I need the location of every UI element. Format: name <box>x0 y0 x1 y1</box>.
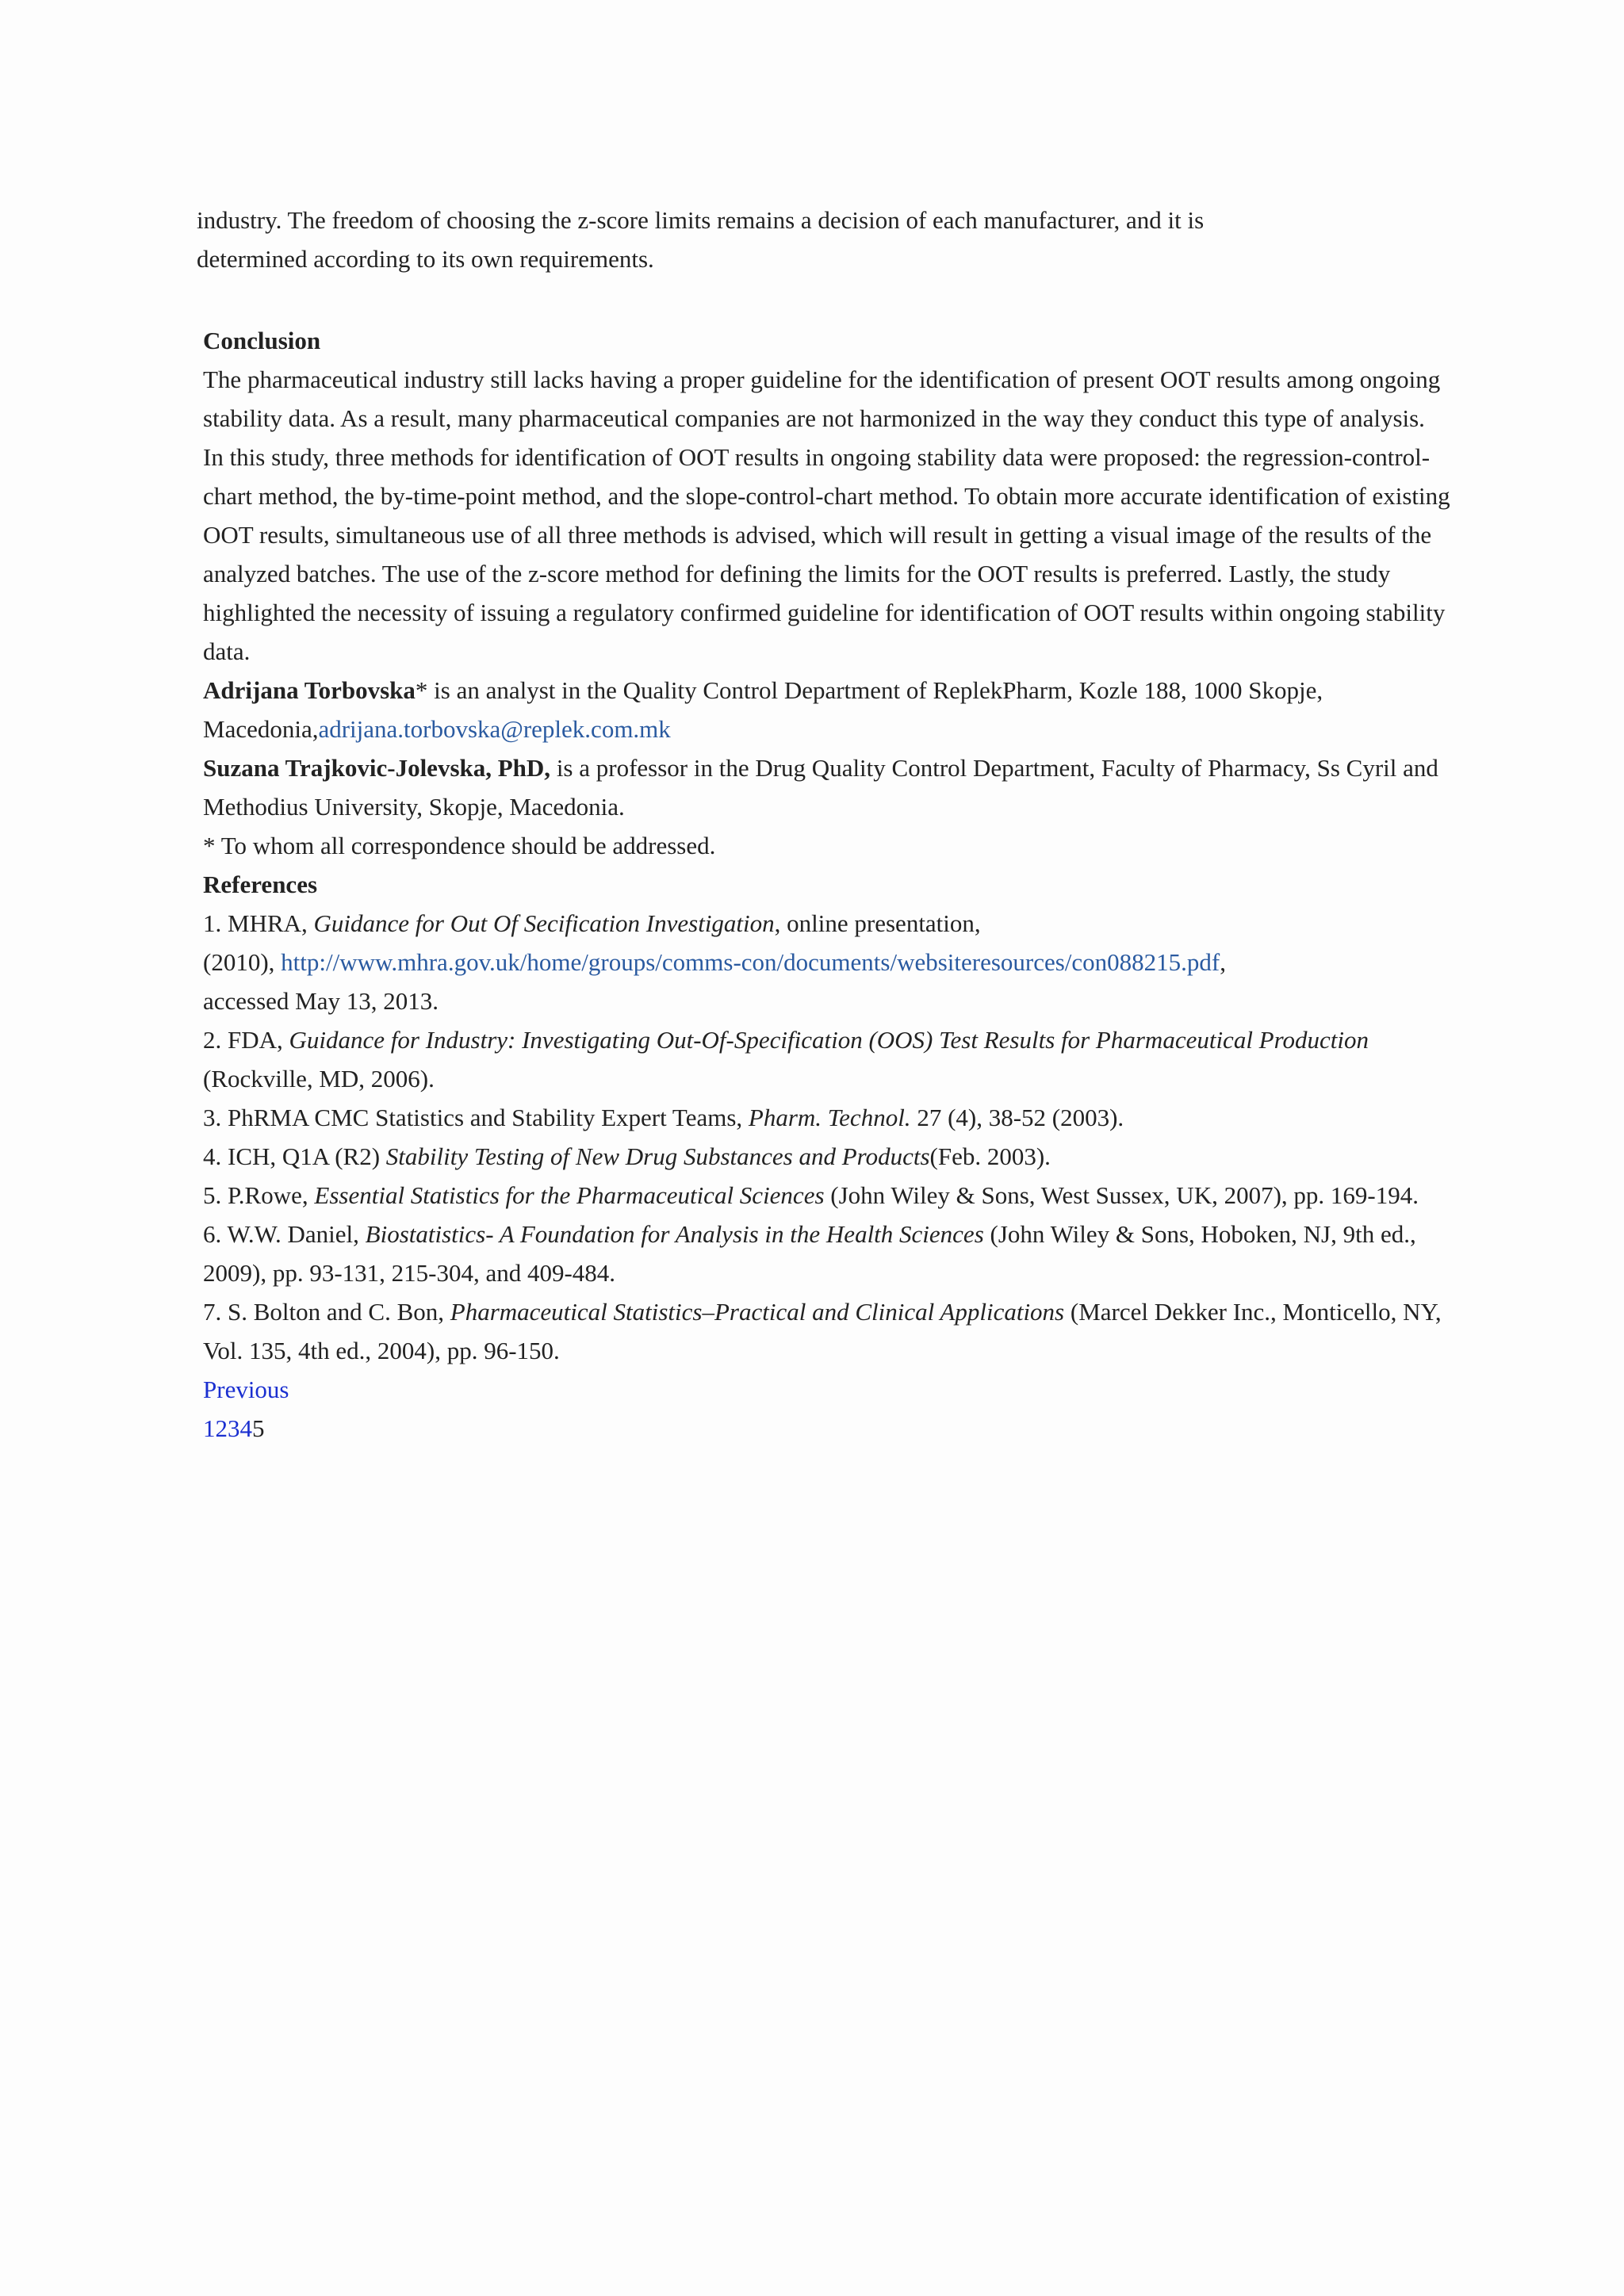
article-body <box>203 321 1456 1448</box>
reference-4-prefix: 4. ICH, Q1A (R2) <box>203 1142 386 1170</box>
reference-4-suffix: (Feb. 2003). <box>929 1142 1051 1170</box>
pagination <box>203 1409 1456 1448</box>
reference-2 <box>203 1020 1456 1098</box>
reference-1-title: Guidance for Out Of Secification Investigation <box>313 909 775 937</box>
reference-1 <box>203 904 1456 943</box>
references-heading: References <box>203 871 318 898</box>
reference-6-suffix: (John Wiley & Sons, Hoboken, NJ, 9th ed., 2009), pp. 93-131, 215-304, and 409-484. <box>203 1220 1416 1287</box>
reference-3-suffix: 27 (4), 38-52 (2003). <box>910 1104 1124 1131</box>
reference-4 <box>203 1137 1456 1176</box>
reference-5-suffix: (John Wiley & Sons, West Sussex, UK, 2007), pp. 169-194. <box>824 1181 1419 1209</box>
reference-1-url-link[interactable]: http://www.mhra.gov.uk/home/groups/comms-con/documents/websiteresources/con088215.pdf <box>281 948 1220 976</box>
page-link-3[interactable]: 3 <box>228 1414 240 1442</box>
page-link-2[interactable]: 2 <box>215 1414 228 1442</box>
author-1-text: is an analyst in the Quality Control Department of ReplekPharm, Kozle 188, 1000 Skopje, Macedonia, <box>203 676 1323 743</box>
author-1-name: Adrijana Torbovska <box>203 676 416 704</box>
previous-page-link[interactable]: Previous <box>203 1376 289 1403</box>
current-page-5: 5 <box>252 1414 265 1442</box>
reference-6-title: Biostatistics- A Foundation for Analysis in the Health Sciences <box>365 1220 984 1248</box>
reference-7-title: Pharmaceutical Statistics–Practical and Clinical Applications <box>450 1298 1065 1326</box>
intro-line-1: industry. The freedom of choosing the z-score limits remains a decision of each manufacturer, and it is <box>197 206 1205 234</box>
reference-3 <box>203 1098 1456 1137</box>
pagination-previous-row <box>203 1370 1456 1409</box>
reference-7-prefix: 7. S. Bolton and C. Bon, <box>203 1298 450 1326</box>
reference-3-title: Pharm. Technol. <box>748 1104 911 1131</box>
author-2-bio <box>203 748 1456 826</box>
reference-5-title: Essential Statistics for the Pharmaceutical Sciences <box>314 1181 825 1209</box>
correspondence-footnote: * To whom all correspondence should be addressed. <box>203 832 716 859</box>
author-1-bio <box>203 671 1456 748</box>
reference-5-prefix: 5. P.Rowe, <box>203 1181 315 1209</box>
conclusion-paragraph-2: In this study, three methods for identification of OOT results in ongoing stability data were proposed: the regression-control-chart method, the by-time-point method, and the slope-control-chart method. To obtain more accurate identification of existing OOT results, simultaneous use of all three methods is advised, which will result in getting a visual image of the results of the analyzed batches. The use of the z-score method for defining the limits for the OOT results is preferred. Lastly, the study highlighted the necessity of issuing a regulatory confirmed guideline for identification of OOT results within ongoing stability data. <box>203 443 1450 665</box>
page-link-1[interactable]: 1 <box>203 1414 216 1442</box>
reference-6-prefix: 6. W.W. Daniel, <box>203 1220 366 1248</box>
reference-1-year: (2010), <box>203 948 282 976</box>
reference-1-accessed: accessed May 13, 2013. <box>203 987 439 1015</box>
conclusion-paragraph-1: The pharmaceutical industry still lacks having a proper guideline for the identification of present OOT results among ongoing stability data. As a result, many pharmaceutical companies are not harmonized in the way they conduct this type of analysis. <box>203 365 1441 432</box>
reference-3-prefix: 3. PhRMA CMC Statistics and Stability Expert Teams, <box>203 1104 749 1131</box>
reference-1-url-line <box>203 943 1456 982</box>
author-2-name: Suzana Trajkovic-Jolevska, PhD, <box>203 754 551 782</box>
page-link-4[interactable]: 4 <box>239 1414 252 1442</box>
author-2-text: is a professor in the Drug Quality Control Department, Faculty of Pharmacy, Ss Cyril and Methodius University, Skopje, Macedonia. <box>203 754 1438 821</box>
reference-6 <box>203 1215 1456 1292</box>
reference-1-prefix: 1. MHRA, <box>203 909 314 937</box>
intro-line-2: determined according to its own requirements. <box>197 245 654 273</box>
author-1-email-link[interactable]: adrijana.torbovska@replek.com.mk <box>318 715 671 743</box>
reference-2-title: Guidance for Industry: Investigating Out-Of-Specification (OOS) Test Results for Pharmaceutical Production <box>289 1026 1369 1054</box>
reference-1-comma: , <box>1220 948 1227 976</box>
reference-4-title: Stability Testing of New Drug Substances and Products <box>385 1142 930 1170</box>
reference-2-prefix: 2. FDA, <box>203 1026 289 1054</box>
reference-2-suffix: (Rockville, MD, 2006). <box>203 1065 435 1093</box>
conclusion-heading: Conclusion <box>203 327 321 354</box>
reference-5 <box>203 1176 1456 1215</box>
reference-7 <box>203 1292 1456 1370</box>
intro-paragraph <box>197 201 1450 278</box>
reference-1-suffix: , online presentation, <box>774 909 981 937</box>
author-1-mark: * <box>415 676 428 704</box>
reference-7-suffix: (Marcel Dekker Inc., Monticello, NY, Vol. 135, 4th ed., 2004), pp. 96-150. <box>203 1298 1442 1364</box>
